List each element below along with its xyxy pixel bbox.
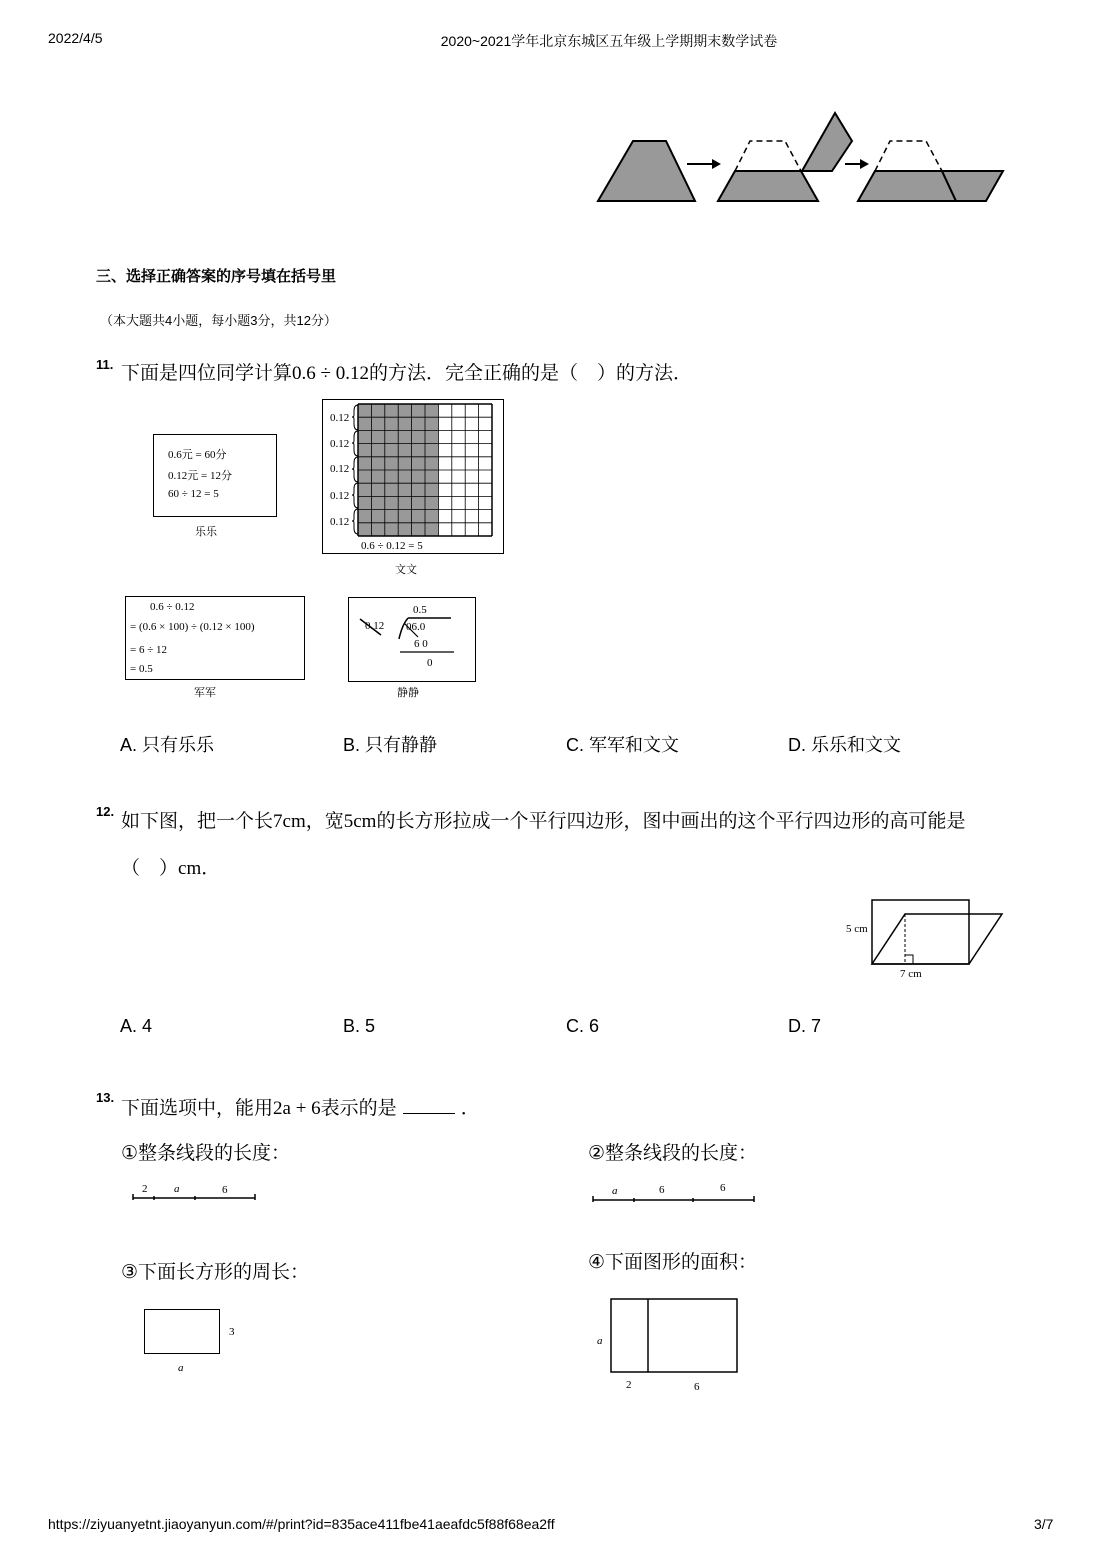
- q13-expression: 2a + 6: [273, 1098, 321, 1119]
- q12-option-a[interactable]: [120, 1016, 152, 1037]
- q12-option-c-text: C. 6: [566, 1016, 600, 1036]
- jingjing-remainder: 0: [427, 657, 433, 669]
- junjun-line-2: = (0.6 × 100) ÷ (0.12 × 100): [130, 621, 255, 633]
- q12-length-label: 7 cm: [900, 968, 922, 980]
- jingjing-name: 静静: [397, 687, 419, 699]
- question-number-13: 13.: [96, 1090, 115, 1105]
- section-note: （本大题共4小题，每小题3分，共12分）: [100, 313, 337, 328]
- q11-option-d[interactable]: D. 乐乐和文文: [788, 735, 902, 755]
- lele-line-1: 0.6元 = 60分: [168, 449, 227, 461]
- q12-text-pre: 如下图，把一个长: [121, 811, 274, 832]
- lele-line-2: 0.12元 = 12分: [168, 470, 232, 482]
- print-date: 2022/4/5: [48, 30, 103, 46]
- footer-url[interactable]: https://ziyuanyetnt.jiaoyanyun.com/#/print?id=835ace411fbe41aeafdc5f88f68ea2ff: [48, 1516, 555, 1532]
- q12-option-a-text: A. 4: [120, 1016, 153, 1036]
- question-11-text: [121, 358, 692, 385]
- trapezoid-transform-figure: [590, 105, 1010, 210]
- q11-expression: 0.6 ÷ 0.12: [292, 363, 369, 384]
- q12-option-d-text: D. 7: [788, 1016, 822, 1036]
- wenwen-row-label-2: 0.12: [330, 438, 350, 450]
- q12-width: 5cm: [343, 811, 377, 832]
- jingjing-divisor: 0.12: [365, 620, 385, 632]
- question-number-12: 12.: [96, 804, 115, 819]
- q11-option-c[interactable]: C. 军军和文文: [566, 735, 680, 755]
- wenwen-equation: 0.6 ÷ 0.12 = 5: [361, 540, 423, 552]
- q13-item-2-seg-1: a: [612, 1185, 618, 1197]
- q13-item-4-bottom-1: 2: [626, 1379, 632, 1391]
- question-12-text: [121, 806, 965, 833]
- junjun-line-3: = 6 ÷ 12: [130, 644, 167, 656]
- jingjing-division-marks: [348, 597, 474, 680]
- question-12-line-2: [121, 853, 220, 880]
- wenwen-row-label-4: 0.12: [330, 490, 350, 502]
- junjun-line-4: = 0.5: [130, 663, 153, 675]
- q12-text-mid: ，宽: [305, 811, 344, 832]
- q12-option-b-text: B. 5: [343, 1016, 376, 1036]
- document-title: 2020~2021学年北京东城区五年级上学期期末数学试卷: [440, 33, 778, 49]
- junjun-line-1: 0.6 ÷ 0.12: [150, 601, 195, 613]
- q11-option-b[interactable]: B. 只有静静: [343, 735, 438, 755]
- lele-method-box: [153, 434, 277, 517]
- q12-option-b[interactable]: [343, 1016, 375, 1037]
- rectangle-to-parallelogram-figure: [870, 898, 1010, 968]
- wenwen-name: 文文: [395, 564, 417, 576]
- wenwen-row-label-3: 0.12: [330, 463, 350, 475]
- q13-item-4-figure: [610, 1298, 740, 1374]
- page-number: 3/7: [1034, 1516, 1054, 1532]
- q12-option-c[interactable]: [566, 1016, 599, 1037]
- q13-item-1-seg-1: 2: [142, 1183, 148, 1195]
- q13-text-pre: 下面选项中，能用: [121, 1098, 274, 1119]
- wenwen-hundred-grid: [358, 404, 492, 536]
- q11-option-a[interactable]: A. 只有乐乐: [120, 735, 215, 755]
- wenwen-row-label-1: 0.12: [330, 412, 350, 424]
- q13-item-3-bottom: a: [178, 1362, 184, 1374]
- q11-text-pre: 下面是四位同学计算: [121, 363, 293, 384]
- q13-answer-blank[interactable]: [403, 1097, 455, 1114]
- q13-item-4-bottom-2: 6: [694, 1381, 700, 1393]
- q13-item-1-seg-2: a: [174, 1183, 180, 1195]
- question-13-text: [121, 1093, 480, 1120]
- lele-name: 乐乐: [195, 526, 217, 538]
- q13-item-1-segment: [132, 1193, 256, 1203]
- lele-line-3: 60 ÷ 12 = 5: [168, 488, 219, 500]
- q13-item-4-label: ④下面图形的面积：: [588, 1252, 758, 1273]
- question-number-11: 11.: [96, 357, 114, 372]
- q12-text-post: 的长方形拉成一个平行四边形，图中画出的这个平行四边形的高可能是: [376, 811, 966, 832]
- q13-item-2-label: ②整条线段的长度：: [588, 1143, 758, 1164]
- q13-item-1-seg-3: 6: [222, 1184, 228, 1196]
- q13-item-1-label: ①整条线段的长度：: [121, 1143, 291, 1164]
- q12-width-label: 5 cm: [846, 923, 868, 935]
- q12-option-d[interactable]: [788, 1016, 821, 1037]
- wenwen-braces: [352, 404, 360, 536]
- q12-length: 7cm: [273, 811, 306, 832]
- q13-item-2-seg-3: 6: [720, 1182, 726, 1194]
- q13-text-post: 表示的是: [320, 1098, 397, 1119]
- jingjing-dividend: 06.0: [406, 621, 426, 633]
- jingjing-product: 6 0: [414, 638, 428, 650]
- q13-text-end: ．: [460, 1098, 480, 1119]
- q12-unit: cm．: [178, 858, 221, 879]
- q12-blank: （ ）: [121, 858, 179, 879]
- q13-item-3-side: 3: [229, 1326, 235, 1338]
- q11-text-post: 的方法．完全正确的是（ ）的方法．: [368, 363, 692, 384]
- junjun-method-box: [125, 596, 305, 680]
- q13-item-4-side: a: [597, 1335, 603, 1347]
- junjun-name: 军军: [194, 687, 216, 699]
- wenwen-row-label-5: 0.12: [330, 516, 350, 528]
- jingjing-quotient: 0.5: [413, 604, 427, 616]
- q13-item-2-seg-2: 6: [659, 1184, 665, 1196]
- q13-item-3-label: ③下面长方形的周长：: [121, 1262, 310, 1283]
- q13-item-3-rectangle: [144, 1309, 220, 1354]
- section-title: 三、选择正确答案的序号填在括号里: [96, 268, 337, 285]
